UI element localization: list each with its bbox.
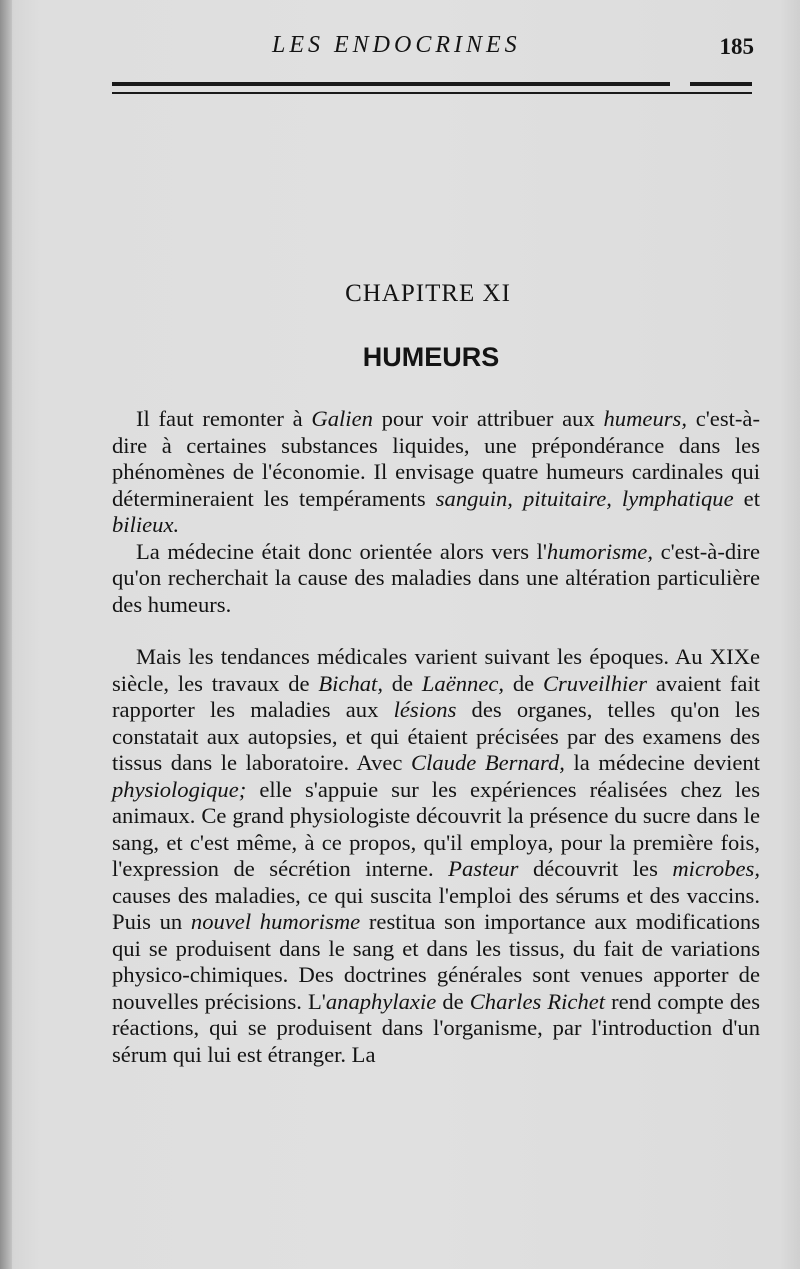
text-run: des organes, telles qu'on les constatait aux autopsies, et qui étaient précisées par des examens des tissus dans le laboratoire. Avec [112,697,760,775]
header-rule-thin [112,92,752,94]
text-run: rend compte des réactions, qui se produisent dans l'organisme, par l'introduction d'un sérum qui lui est étranger. La [112,988,760,1067]
italic-run: Bichat, [318,670,383,696]
running-title: LES ENDOCRINES [272,32,521,58]
italic-run: Laënnec, [421,670,505,696]
book-spine-shadow [0,0,12,1269]
italic-run: humorisme, [546,538,653,564]
text-run: pour voir attribuer aux [372,406,604,431]
body-text [112,406,760,1068]
chapter-title: HUMEURS [362,342,500,372]
text-run: Mais les tendances médicales varient suivant les époques. Au XIXe siècle, les travaux de [112,644,760,696]
italic-run: nouvel humorisme [190,909,361,934]
paragraph [112,406,760,539]
italic-run: bilieux. [112,512,180,537]
text-run: c'est-à-dire qu'on recherchait la cause des maladies dans une altération particulière des humeurs. [112,538,760,617]
text-run: La médecine était donc orientée alors vers l' [136,538,547,564]
italic-run: lésions [393,697,457,722]
text-run: de [382,670,422,696]
page-header [112,30,754,70]
italic-run: Pasteur [448,856,519,881]
italic-run: physiologique; [112,776,247,802]
paragraph [112,644,760,1068]
text-run: de [504,670,543,696]
italic-run: Charles Richet [469,988,606,1014]
italic-run: microbes, [672,856,760,881]
text-run: de [436,988,470,1014]
text-run: causes des maladies, ce qui suscita l'emploi des sérums et des vaccins. Puis un [112,882,760,934]
header-rule-end [690,82,752,86]
text-run: et [733,485,760,511]
text-run: la médecine devient [564,750,760,775]
chapter-label: CHAPITRE XI [345,280,511,307]
italic-run: anaphylaxie [325,988,437,1014]
page-number: 185 [719,34,754,59]
italic-run: Claude Bernard, [411,750,565,775]
text-run: avaient fait rapporter les maladies aux [112,670,760,722]
italic-run: humeurs, [603,406,687,431]
italic-run: Cruveilhier [542,670,648,696]
text-run: découvrit les [518,856,673,881]
italic-run: sanguin, pituitaire, lymphatique [435,485,734,511]
header-rule [112,82,670,86]
italic-run: Galien [311,406,373,431]
text-run: Il faut remonter à [136,406,312,431]
text-run: elle s'appuie sur les expériences réalisées chez les animaux. Ce grand physiologiste découvrit la présence du sucre dans le sang, et c'est même, à ce propos, qu'il employa, pour la première fois, l'expression de sécrétion interne. [112,776,760,881]
text-run: restitua son importance aux modifications qui se produisent dans le sang et dans les tissus, du fait de variations physico-chimiques. Des doctrines générales sont venues apporter de nouvelles précisions. L' [112,909,760,1014]
text-run: c'est-à-dire à certaines substances liquides, une prépondérance dans les phénomènes de l'économie. Il envisage quatre humeurs cardinales qui détermineraient les tempéraments [112,406,760,511]
paragraph [112,539,760,619]
